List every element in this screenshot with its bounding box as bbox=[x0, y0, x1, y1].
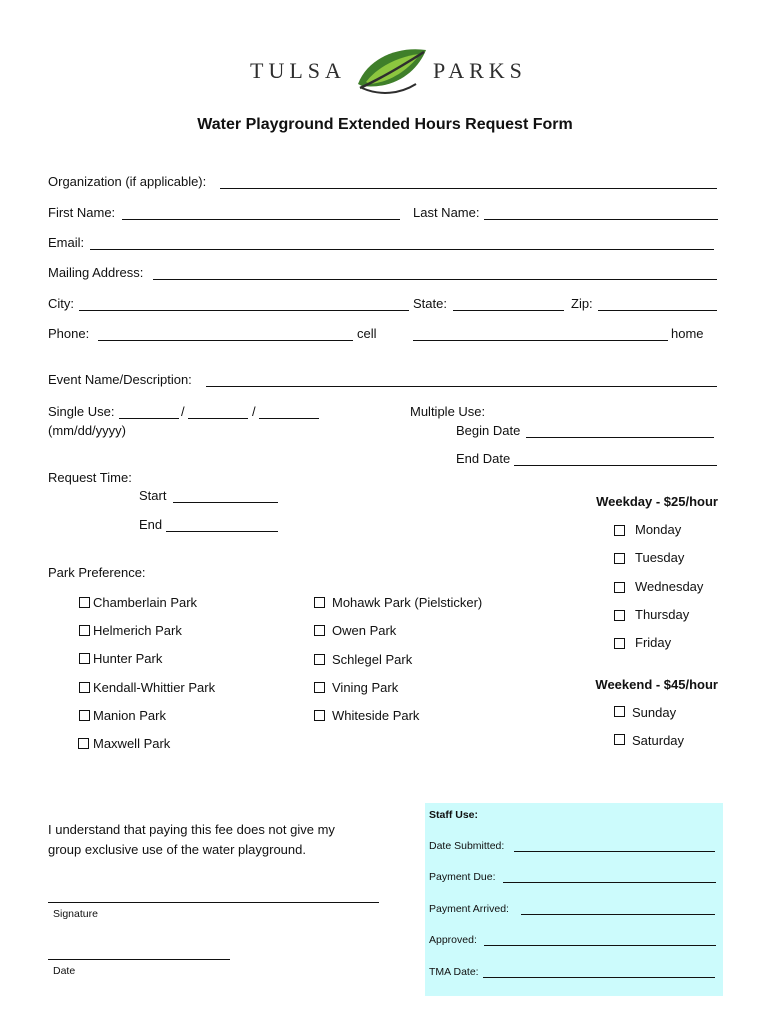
payment-arrived-label: Payment Arrived: bbox=[429, 903, 509, 915]
monday-label: Monday bbox=[635, 522, 682, 537]
single-use-month-field[interactable] bbox=[119, 418, 179, 419]
date-separator: / bbox=[252, 404, 256, 419]
helmerich-park-label: Helmerich Park bbox=[93, 623, 182, 638]
begin-date-field[interactable] bbox=[526, 437, 714, 438]
city-field[interactable] bbox=[79, 310, 409, 311]
brand-right: PARKS bbox=[433, 58, 527, 83]
mohawk-park-label: Mohawk Park (Pielsticker) bbox=[332, 595, 483, 610]
organization-label: Organization (if applicable): bbox=[48, 174, 207, 189]
approved-label: Approved: bbox=[429, 934, 477, 946]
payment-due-field[interactable] bbox=[503, 882, 716, 883]
first-name-field[interactable] bbox=[122, 219, 400, 220]
end-time-label: End bbox=[139, 517, 163, 532]
end-time-field[interactable] bbox=[166, 531, 278, 532]
tuesday-checkbox[interactable] bbox=[614, 553, 625, 564]
hunter-park-checkbox[interactable] bbox=[79, 653, 90, 664]
schlegel-park-label: Schlegel Park bbox=[332, 652, 413, 667]
staff-use-heading: Staff Use: bbox=[429, 809, 479, 821]
whiteside-park-checkbox[interactable] bbox=[314, 710, 325, 721]
park-preference-label: Park Preference: bbox=[48, 565, 146, 580]
hunter-park-label: Hunter Park bbox=[93, 651, 163, 666]
thursday-checkbox[interactable] bbox=[614, 610, 625, 621]
phone-label: Phone: bbox=[48, 326, 90, 341]
form-title: Water Playground Extended Hours Request Form bbox=[197, 116, 573, 133]
monday-checkbox[interactable] bbox=[614, 525, 625, 536]
end-date-label: End Date bbox=[456, 451, 511, 466]
date-signed-field[interactable] bbox=[48, 959, 230, 960]
maxwell-park-label: Maxwell Park bbox=[93, 736, 171, 751]
home-phone-field[interactable] bbox=[413, 340, 668, 341]
vining-park-label: Vining Park bbox=[332, 680, 399, 695]
helmerich-park-checkbox[interactable] bbox=[79, 625, 90, 636]
mohawk-park-checkbox[interactable] bbox=[314, 597, 325, 608]
manion-park-label: Manion Park bbox=[93, 708, 166, 723]
payment-due-label: Payment Due: bbox=[429, 871, 496, 883]
start-time-field[interactable] bbox=[173, 502, 278, 503]
chamberlain-park-label: Chamberlain Park bbox=[93, 595, 198, 610]
signature-label: Signature bbox=[53, 908, 98, 920]
multiple-use-label: Multiple Use: bbox=[410, 404, 486, 419]
approved-field[interactable] bbox=[484, 945, 716, 946]
schlegel-park-checkbox[interactable] bbox=[314, 654, 325, 665]
zip-label: Zip: bbox=[571, 296, 593, 311]
agreement-text-line2: group exclusive use of the water playground. bbox=[48, 842, 306, 857]
sunday-checkbox[interactable] bbox=[614, 706, 625, 717]
friday-label: Friday bbox=[635, 635, 672, 650]
home-label: home bbox=[671, 326, 704, 341]
saturday-label: Saturday bbox=[632, 733, 685, 748]
cell-label: cell bbox=[357, 326, 377, 341]
signature-field[interactable] bbox=[48, 902, 379, 903]
event-label: Event Name/Description: bbox=[48, 372, 192, 387]
tma-date-label: TMA Date: bbox=[429, 966, 479, 978]
zip-field[interactable] bbox=[598, 310, 717, 311]
event-field[interactable] bbox=[206, 386, 717, 387]
saturday-checkbox[interactable] bbox=[614, 734, 625, 745]
maxwell-park-checkbox[interactable] bbox=[78, 738, 89, 749]
chamberlain-park-checkbox[interactable] bbox=[79, 597, 90, 608]
date-label: Date bbox=[53, 965, 76, 977]
end-date-field[interactable] bbox=[514, 465, 717, 466]
request-time-label: Request Time: bbox=[48, 470, 132, 485]
mailing-address-label: Mailing Address: bbox=[48, 265, 144, 280]
last-name-field[interactable] bbox=[484, 219, 718, 220]
owen-park-checkbox[interactable] bbox=[314, 625, 325, 636]
email-field[interactable] bbox=[90, 249, 714, 250]
last-name-label: Last Name: bbox=[413, 205, 480, 220]
organization-field[interactable] bbox=[220, 188, 717, 189]
date-submitted-field[interactable] bbox=[514, 851, 715, 852]
payment-arrived-field[interactable] bbox=[521, 914, 715, 915]
cell-phone-field[interactable] bbox=[98, 340, 353, 341]
single-use-day-field[interactable] bbox=[188, 418, 248, 419]
thursday-label: Thursday bbox=[635, 607, 690, 622]
agreement-text-line1: I understand that paying this fee does not give my bbox=[48, 822, 335, 837]
single-use-label: Single Use: bbox=[48, 404, 115, 419]
city-label: City: bbox=[48, 296, 74, 311]
weekend-heading: Weekend - $45/hour bbox=[595, 677, 718, 692]
vining-park-checkbox[interactable] bbox=[314, 682, 325, 693]
date-submitted-label: Date Submitted: bbox=[429, 840, 505, 852]
tuesday-label: Tuesday bbox=[635, 550, 685, 565]
kendall-whittier-park-checkbox[interactable] bbox=[79, 682, 90, 693]
manion-park-checkbox[interactable] bbox=[79, 710, 90, 721]
weekday-heading: Weekday - $25/hour bbox=[596, 494, 718, 509]
state-label: State: bbox=[413, 296, 447, 311]
kendall-whittier-park-label: Kendall-Whittier Park bbox=[93, 680, 216, 695]
wednesday-label: Wednesday bbox=[635, 579, 704, 594]
brand-left: TULSA bbox=[250, 58, 346, 83]
wednesday-checkbox[interactable] bbox=[614, 582, 625, 593]
first-name-label: First Name: bbox=[48, 205, 116, 220]
tma-date-field[interactable] bbox=[483, 977, 715, 978]
sunday-label: Sunday bbox=[632, 705, 677, 720]
date-separator: / bbox=[181, 404, 185, 419]
begin-date-label: Begin Date bbox=[456, 423, 521, 438]
state-field[interactable] bbox=[453, 310, 564, 311]
date-format-hint: (mm/dd/yyyy) bbox=[48, 423, 126, 438]
owen-park-label: Owen Park bbox=[332, 623, 397, 638]
single-use-year-field[interactable] bbox=[259, 418, 319, 419]
mailing-address-field[interactable] bbox=[153, 279, 717, 280]
leaf-logo-icon bbox=[352, 44, 432, 100]
friday-checkbox[interactable] bbox=[614, 638, 625, 649]
whiteside-park-label: Whiteside Park bbox=[332, 708, 420, 723]
email-label: Email: bbox=[48, 235, 85, 250]
start-time-label: Start bbox=[139, 488, 167, 503]
